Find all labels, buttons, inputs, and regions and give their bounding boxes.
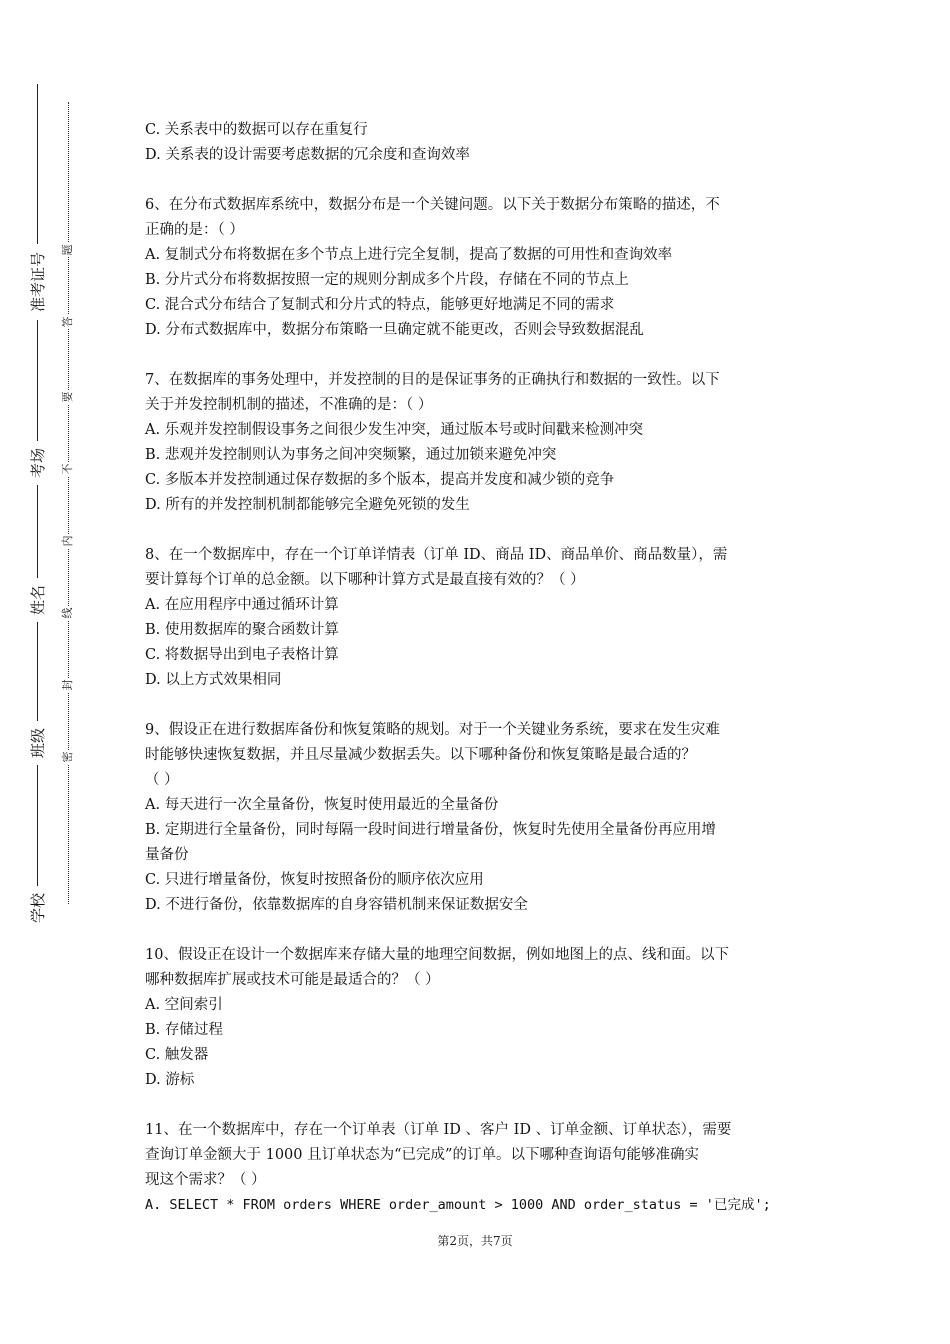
seal-char: 不 xyxy=(61,463,74,475)
option-line: D. 关系表的设计需要考虑数据的冗余度和查询效率 xyxy=(145,147,470,163)
field-class-label: 班级 xyxy=(28,721,48,765)
option-line: 量备份 xyxy=(145,847,189,863)
field-name-label: 姓名 xyxy=(28,578,48,622)
question-block-9 xyxy=(145,718,815,918)
option-line: C. 多版本并发控制通过保存数据的多个版本，提高并发度和减少锁的竞争 xyxy=(145,472,615,488)
question-stem: 时能够快速恢复数据，并且尽量减少数据丢失。以下哪种备份和恢复策略是最合适的？ xyxy=(145,747,696,763)
option-line: D. 游标 xyxy=(145,1072,195,1088)
option-line: B. 悲观并发控制则认为事务之间冲突频繁，通过加锁来避免冲突 xyxy=(145,447,557,463)
option-line: A. 复制式分布将数据在多个节点上进行完全复制，提高了数据的可用性和查询效率 xyxy=(145,247,673,263)
seal-char: 线 xyxy=(61,607,74,619)
option-line: A. 每天进行一次全量备份，恢复时使用最近的全量备份 xyxy=(145,797,499,813)
seal-char: 要 xyxy=(61,391,74,403)
question-stem: 关于并发控制机制的描述，不准确的是：（ ） xyxy=(145,397,433,413)
question-stem: 正确的是：（ ） xyxy=(145,222,244,238)
field-exam-room-label: 考场 xyxy=(28,441,48,485)
question-stem: 6、在分布式数据库系统中，数据分布是一个关键问题。以下关于数据分布策略的描述，不 xyxy=(145,197,720,213)
question-stem: 8、在一个数据库中，存在一个订单详情表（订单 ID、商品 ID、商品单价、商品数量），需 xyxy=(145,547,728,563)
option-line: D. 以上方式效果相同 xyxy=(145,672,282,688)
binding-line xyxy=(37,84,38,919)
question-content xyxy=(145,118,815,1218)
option-line: A. 空间索引 xyxy=(145,997,223,1013)
question-block-11 xyxy=(145,1118,815,1218)
seal-dotted-line xyxy=(68,102,69,904)
option-line: B. 分片式分布将数据按照一定的规则分割成多个片段，存储在不同的节点上 xyxy=(145,272,629,288)
question-stem: 查询订单金额大于 1000 且订单状态为“已完成”的订单。以下哪种查询语句能够准确实 xyxy=(145,1147,699,1163)
option-line: C. 只进行增量备份，恢复时按照备份的顺序依次应用 xyxy=(145,872,484,888)
question-stem: 11、在一个数据库中，存在一个订单表（订单 ID 、客户 ID 、订单金额、订单状态），需要 xyxy=(145,1122,732,1138)
option-line: B. 存储过程 xyxy=(145,1022,223,1038)
option-line: C. 混合式分布结合了复制式和分片式的特点，能够更好地满足不同的需求 xyxy=(145,297,615,313)
question-stem: 哪种数据库扩展或技术可能是最适合的？（ ） xyxy=(145,972,440,988)
option-line: B. 使用数据库的聚合函数计算 xyxy=(145,622,339,638)
field-exam-number-label: 准考证号 xyxy=(28,244,48,320)
option-line: D. 不进行备份，依靠数据库的自身容错机制来保证数据安全 xyxy=(145,897,528,913)
seal-char: 封 xyxy=(61,679,74,691)
seal-char: 内 xyxy=(61,535,74,547)
seal-char: 密 xyxy=(61,751,74,763)
option-line: D. 分布式数据库中，数据分布策略一旦确定就不能更改，否则会导致数据混乱 xyxy=(145,322,644,338)
option-line-sql: A. SELECT * FROM orders WHERE order_amount > 1000 AND order_status = '已完成'; xyxy=(145,1197,771,1213)
option-line: C. 关系表中的数据可以存在重复行 xyxy=(145,122,368,138)
option-line: A. 乐观并发控制假设事务之间很少发生冲突，通过版本号或时间戳来检测冲突 xyxy=(145,422,644,438)
option-line: D. 所有的并发控制机制都能够完全避免死锁的发生 xyxy=(145,497,470,513)
question-stem: （ ） xyxy=(145,772,179,788)
seal-char: 答 xyxy=(61,316,74,328)
option-line: A. 在应用程序中通过循环计算 xyxy=(145,597,339,613)
seal-char: 题 xyxy=(61,244,74,256)
question-block-7 xyxy=(145,368,815,518)
question-stem: 9、假设正在进行数据库备份和恢复策略的规划。对于一个关键业务系统，要求在发生灾难 xyxy=(145,722,720,738)
question-block-10 xyxy=(145,943,815,1093)
option-line: C. 触发器 xyxy=(145,1047,209,1063)
question-block-8 xyxy=(145,543,815,693)
field-school-label: 学校 xyxy=(28,886,48,930)
option-line: B. 定期进行全量备份，同时每隔一段时间进行增量备份，恢复时先使用全量备份再应用增 xyxy=(145,822,716,838)
question-stem: 要计算每个订单的总金额。以下哪种计算方式是最直接有效的？（ ） xyxy=(145,572,585,588)
question-block-6 xyxy=(145,193,815,343)
page-number-footer: 第2页，共7页 xyxy=(437,1234,513,1248)
question-stem: 7、在数据库的事务处理中，并发控制的目的是保证事务的正确执行和数据的一致性。以下 xyxy=(145,372,720,388)
option-line: C. 将数据导出到电子表格计算 xyxy=(145,647,339,663)
question-stem: 10、假设正在设计一个数据库来存储大量的地理空间数据，例如地图上的点、线和面。以下 xyxy=(145,947,729,963)
question-stem: 现这个需求？（ ） xyxy=(145,1172,266,1188)
question-block-5-tail xyxy=(145,118,815,168)
